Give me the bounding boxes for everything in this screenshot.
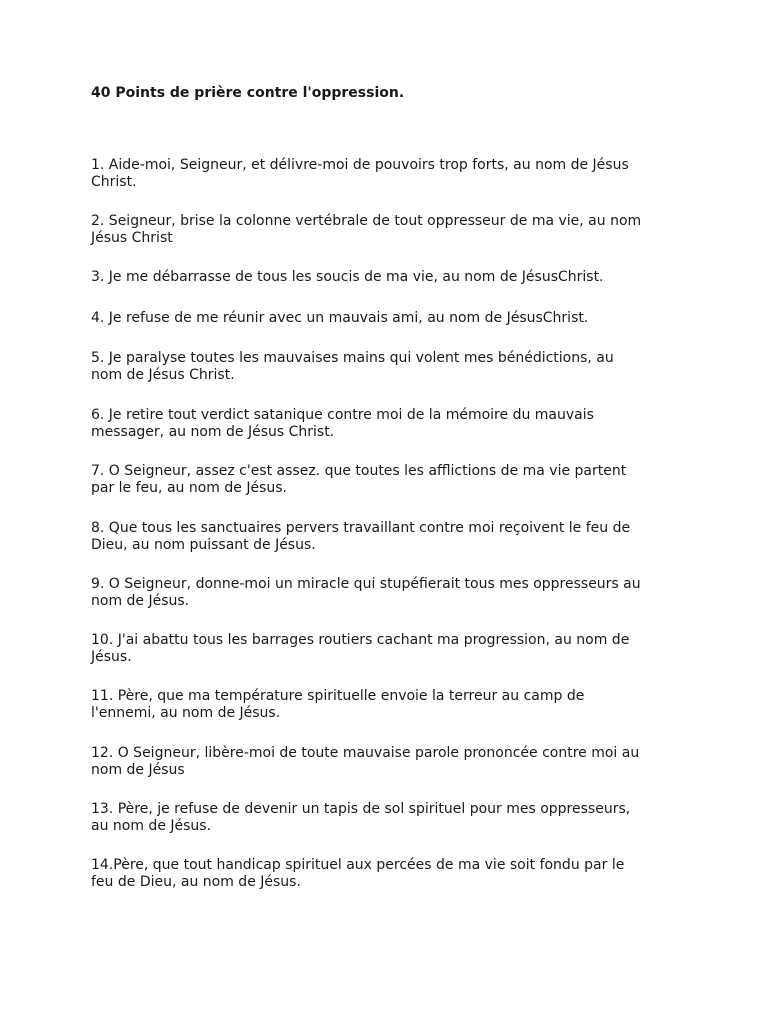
prayer-point-14: 14.Père, que tout handicap spirituel aux percées de ma vie soit fondu par le feu de Dieu, au nom de Jésus. — [91, 857, 625, 890]
prayer-point-5: 5. Je paralyse toutes les mauvaises mains qui volent mes bénédictions, au nom de Jésus Christ. — [91, 350, 614, 383]
prayer-point-6: 6. Je retire tout verdict satanique contre moi de la mémoire du mauvais messager, au nom de Jésus Christ. — [91, 407, 594, 440]
prayer-point-4: 4. Je refuse de me réunir avec un mauvais ami, au nom de JésusChrist. — [91, 310, 589, 326]
prayer-point-12: 12. O Seigneur, libère-moi de toute mauvaise parole prononcée contre moi au nom de Jésus — [91, 745, 640, 778]
prayer-point-10: 10. J'ai abattu tous les barrages routiers cachant ma progression, au nom de Jésus. — [91, 632, 630, 665]
prayer-point-7: 7. O Seigneur, assez c'est assez. que toutes les afflictions de ma vie partent par le feu, au nom de Jésus. — [91, 463, 627, 496]
prayer-point-3: 3. Je me débarrasse de tous les soucis de ma vie, au nom de JésusChrist. — [91, 269, 604, 285]
prayer-point-8: 8. Que tous les sanctuaires pervers travaillant contre moi reçoivent le feu de Dieu, au nom puissant de Jésus. — [91, 520, 631, 553]
document-title: 40 Points de prière contre l'oppression. — [91, 85, 405, 101]
prayer-point-13: 13. Père, je refuse de devenir un tapis de sol spirituel pour mes oppresseurs, au nom de Jésus. — [91, 801, 631, 834]
prayer-point-9: 9. O Seigneur, donne-moi un miracle qui stupéfierait tous mes oppresseurs au nom de Jésus. — [91, 576, 641, 609]
prayer-point-11: 11. Père, que ma température spirituelle envoie la terreur au camp de l'ennemi, au nom de Jésus. — [91, 688, 585, 721]
prayer-point-2: 2. Seigneur, brise la colonne vertébrale de tout oppresseur de ma vie, au nom Jésus Christ — [91, 213, 642, 246]
prayer-point-1: 1. Aide-moi, Seigneur, et délivre-moi de pouvoirs trop forts, au nom de Jésus Christ. — [91, 157, 629, 190]
